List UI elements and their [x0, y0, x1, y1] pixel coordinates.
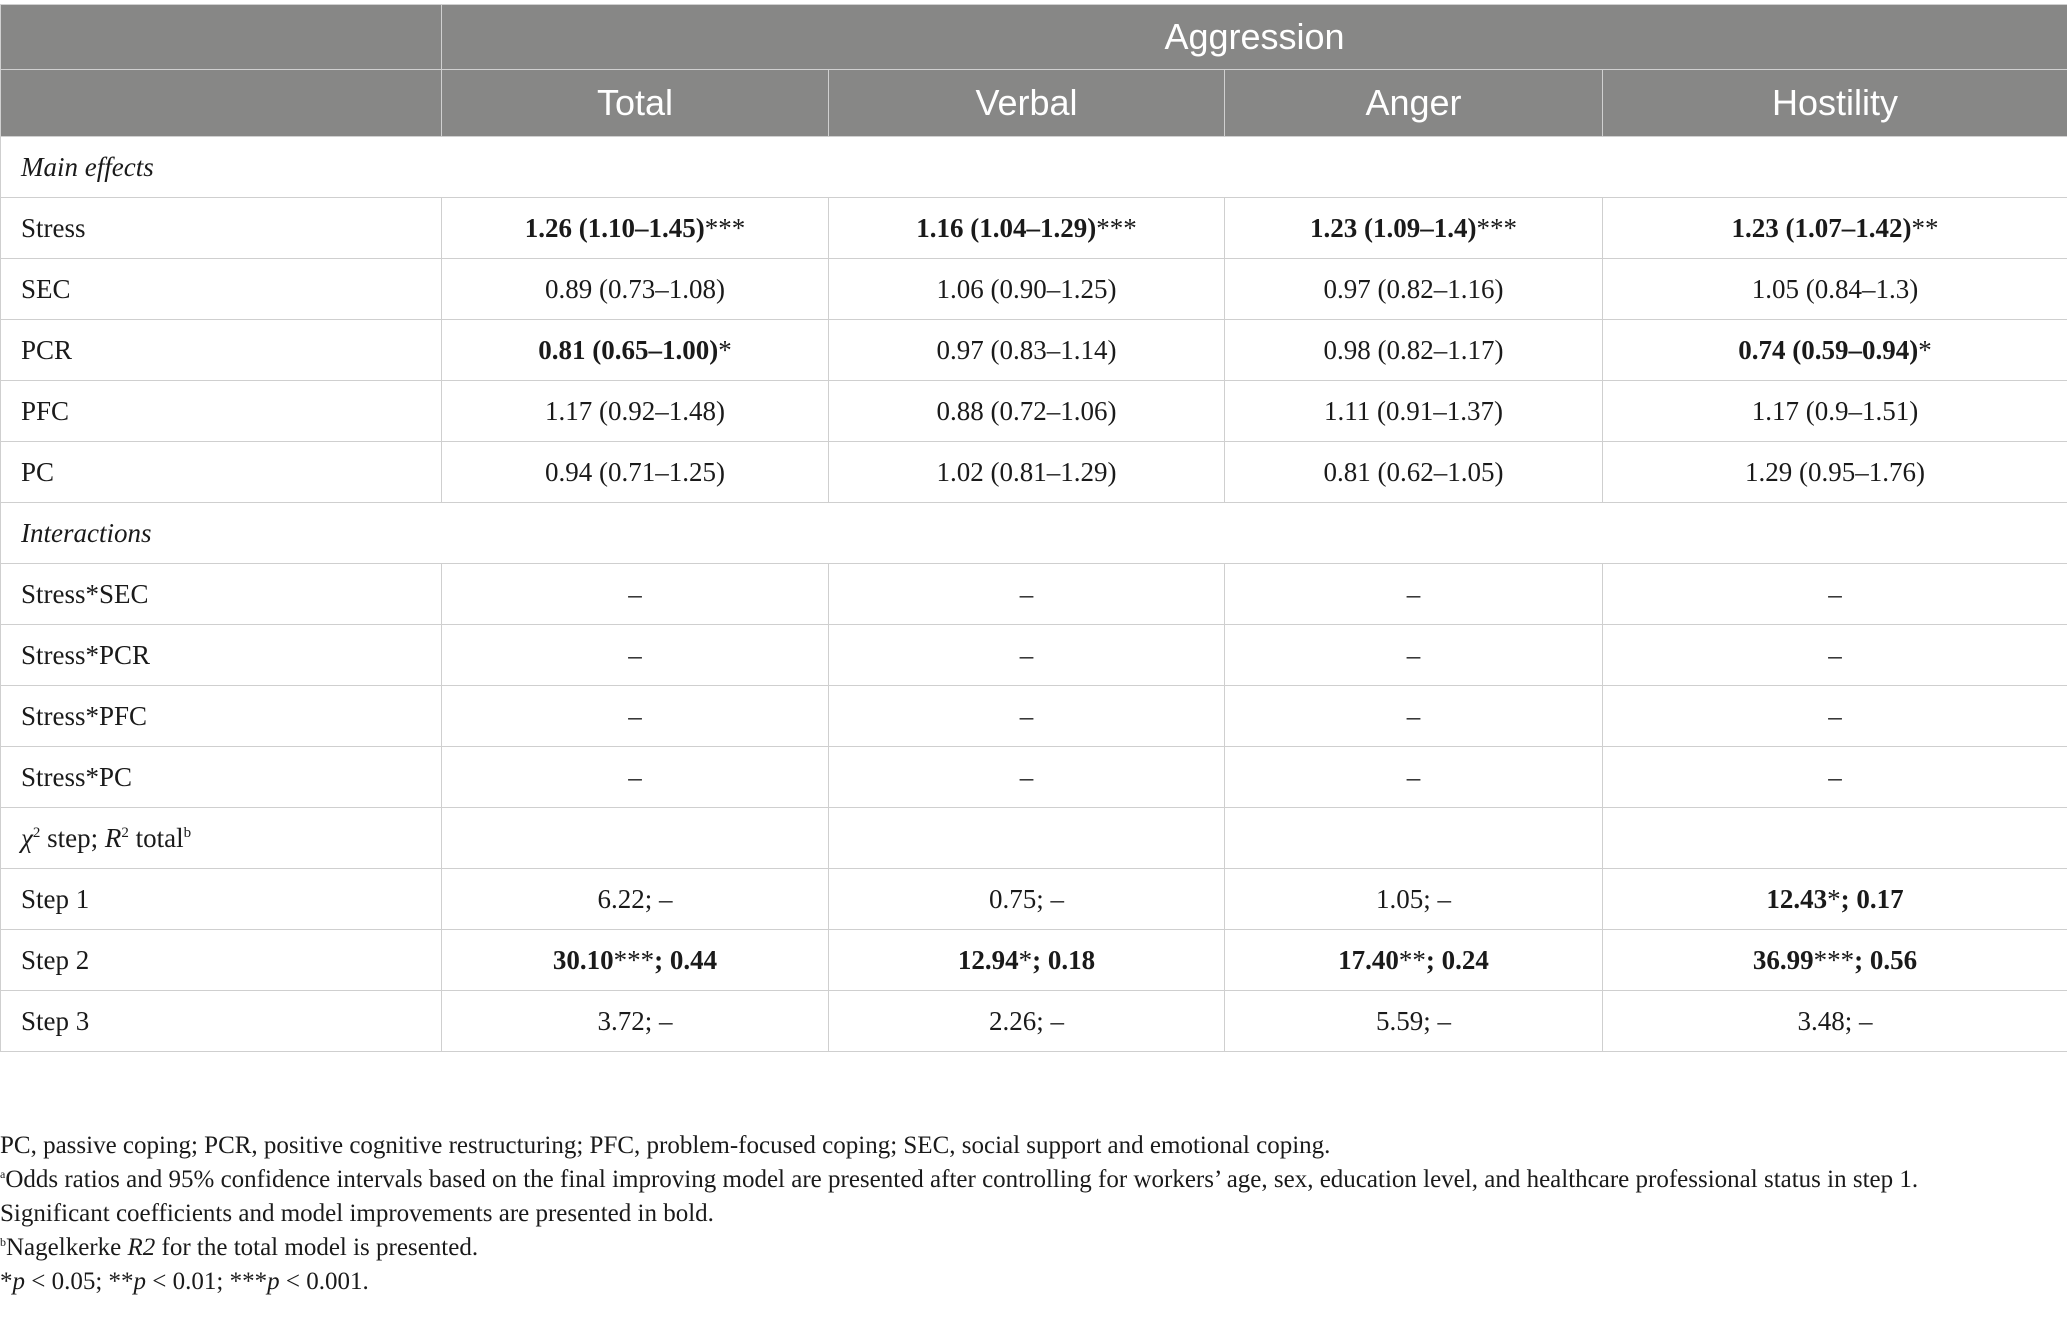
- table-cell: [442, 747, 829, 808]
- cell-value-bold: ; 0.56: [1854, 944, 1918, 975]
- footnote-marker: b: [0, 1235, 6, 1249]
- cell-value: 1.05 (0.84–1.3): [1751, 273, 1919, 304]
- empty-cell: [1225, 808, 1603, 869]
- footnote-a-text: Odds ratios and 95% confidence intervals based on the final improving model are presented after controlling for workers’ age, sex, education level, and healthcare professional status in step 1.: [5, 1166, 1919, 1193]
- table-cell: [829, 686, 1225, 747]
- table-cell: [442, 442, 829, 503]
- chi-sup: 2: [32, 824, 41, 841]
- table-cell: [1225, 198, 1603, 259]
- table-cell: [442, 320, 829, 381]
- cell-value: 1.06 (0.90–1.25): [936, 273, 1117, 304]
- cell-value-bold: 1.23 (1.09–1.4): [1310, 212, 1477, 243]
- cell-value: 1.17 (0.92–1.48): [545, 395, 725, 426]
- table-cell: [1603, 381, 2067, 442]
- cell-value: 0.88 (0.72–1.06): [936, 395, 1117, 426]
- cell-value: 2.26; –: [988, 1005, 1064, 1036]
- row-label: Step 3: [1, 991, 442, 1052]
- cell-value: 1.02 (0.81–1.29): [936, 456, 1117, 487]
- footnote-abbreviations: PC, passive coping; PCR, positive cognitive restructuring; PFC, problem-focused coping; SEC, social support and emotional coping.: [0, 1132, 1331, 1159]
- footnote-b-post: for the total model is presented.: [155, 1234, 479, 1261]
- table-cell: [1225, 381, 1603, 442]
- cell-value-bold: ; 0.17: [1840, 883, 1904, 914]
- table-cell: [442, 198, 829, 259]
- cell-value-bold: ; 0.18: [1032, 944, 1096, 975]
- table-cell: [442, 625, 829, 686]
- table-cell: [1225, 991, 1603, 1052]
- table-row: [1, 991, 2067, 1052]
- table-cell: [442, 869, 829, 930]
- table-cell: [1225, 442, 1603, 503]
- table-cell: [442, 564, 829, 625]
- cell-value-bold: 12.43: [1766, 883, 1828, 914]
- table-cell: [1225, 625, 1603, 686]
- row-label: Stress: [1, 198, 442, 259]
- cell-value-bold: 12.94: [957, 944, 1019, 975]
- table-cell: [1603, 991, 2067, 1052]
- table-cell: [829, 198, 1225, 259]
- section-row-main-effects: [1, 137, 2067, 198]
- significance-stars: ***: [1476, 212, 1517, 243]
- table-cell: [829, 259, 1225, 320]
- row-label: PC: [1, 442, 442, 503]
- cell-value: 0.97 (0.82–1.16): [1323, 273, 1504, 304]
- footnote-b-r: R2: [127, 1234, 156, 1261]
- significance-stars: ***: [613, 944, 655, 975]
- table-cell: [1225, 869, 1603, 930]
- cell-value: –: [1019, 761, 1034, 792]
- header-blank-cell: [1, 5, 442, 70]
- cell-value-bold: 1.16 (1.04–1.29): [916, 212, 1097, 243]
- table-cell: [1603, 686, 2067, 747]
- significance-stars: *: [1918, 334, 1932, 365]
- empty-cell: [1603, 808, 2067, 869]
- table-cell: [829, 442, 1225, 503]
- significance-stars: *: [1827, 883, 1841, 914]
- cell-value: –: [1406, 761, 1421, 792]
- table-cell: [1603, 869, 2067, 930]
- row-label: PFC: [1, 381, 442, 442]
- table-row: [1, 869, 2067, 930]
- row-label: Stress*PFC: [1, 686, 442, 747]
- table-row: [1, 381, 2067, 442]
- cell-value: –: [1019, 700, 1034, 731]
- cell-value-bold: ; 0.44: [654, 944, 718, 975]
- table-cell: [829, 625, 1225, 686]
- chi-mid: step;: [40, 822, 105, 853]
- cell-value: –: [1828, 639, 1842, 670]
- table-row: [1, 320, 2067, 381]
- table-cell: [1225, 930, 1603, 991]
- footnote-significance: [0, 1265, 2067, 1299]
- table-cell: [1225, 259, 1603, 320]
- footnote-a: [0, 1163, 2067, 1197]
- cell-value: –: [1406, 639, 1421, 670]
- table-row: [1, 686, 2067, 747]
- significance-stars: *: [718, 334, 732, 365]
- cell-value: –: [628, 761, 642, 792]
- significance-stars: **: [1398, 944, 1426, 975]
- r-sup: 2: [121, 824, 129, 841]
- table-cell: [1603, 442, 2067, 503]
- table-row: [1, 930, 2067, 991]
- cell-value: 0.75; –: [988, 883, 1064, 914]
- footnote-marker: a: [0, 1167, 6, 1181]
- cell-value-bold: 30.10: [552, 944, 614, 975]
- header-row-columns: [1, 70, 2067, 137]
- sig-star: *: [0, 1268, 13, 1295]
- table-cell: [1225, 320, 1603, 381]
- cell-value: 1.05; –: [1375, 883, 1451, 914]
- table-cell: [1225, 686, 1603, 747]
- r-letter: R: [104, 822, 122, 853]
- significance-stars: ***: [1096, 212, 1137, 243]
- cell-value: 0.94 (0.71–1.25): [545, 456, 725, 487]
- table-row: [1, 198, 2067, 259]
- cell-value: 3.48; –: [1797, 1005, 1873, 1036]
- section-label: Main effects: [1, 137, 2067, 198]
- row-label: PCR: [1, 320, 442, 381]
- section-row-interactions: [1, 503, 2067, 564]
- table-cell: [829, 320, 1225, 381]
- table-row: [1, 747, 2067, 808]
- row-label: SEC: [1, 259, 442, 320]
- table-cell: [1225, 564, 1603, 625]
- table-cell: [829, 930, 1225, 991]
- cell-value: 1.11 (0.91–1.37): [1324, 395, 1503, 426]
- significance-stars: ***: [704, 212, 746, 243]
- table-cell: [1603, 259, 2067, 320]
- cell-value-bold: 0.74 (0.59–0.94): [1738, 334, 1919, 365]
- cell-value-bold: 36.99: [1752, 944, 1814, 975]
- table-cell: [1603, 747, 2067, 808]
- footnote-b-pre: Nagelkerke: [6, 1234, 128, 1261]
- cell-value: –: [628, 578, 642, 609]
- empty-cell: [829, 808, 1225, 869]
- header-blank-cell: [1, 70, 442, 137]
- table-cell: [829, 869, 1225, 930]
- column-header: Verbal: [829, 70, 1225, 137]
- table-row: [1, 259, 2067, 320]
- table-footnotes: [0, 1129, 2067, 1299]
- p-value: < 0.001.: [279, 1268, 369, 1295]
- section-label: [1, 808, 442, 869]
- cell-value: 0.97 (0.83–1.14): [936, 334, 1117, 365]
- column-header: Anger: [1225, 70, 1603, 137]
- table-cell: [442, 259, 829, 320]
- row-label: Stress*PC: [1, 747, 442, 808]
- cell-value: 0.89 (0.73–1.08): [545, 273, 725, 304]
- column-header: Total: [442, 70, 829, 137]
- table-cell: [442, 991, 829, 1052]
- row-label: Step 2: [1, 930, 442, 991]
- header-row-group: [1, 5, 2067, 70]
- table-cell: [1603, 625, 2067, 686]
- table-row: [1, 625, 2067, 686]
- section-label: Interactions: [1, 503, 2067, 564]
- table-row: [1, 564, 2067, 625]
- p-symbol: p: [133, 1268, 147, 1295]
- cell-value: –: [1828, 700, 1842, 731]
- footnote-a-cont: Significant coefficients and model improvements are presented in bold.: [0, 1200, 714, 1227]
- cell-value-bold: 17.40: [1338, 944, 1399, 975]
- footnote-marker: b: [183, 824, 192, 841]
- section-row-chi-square: [1, 808, 2067, 869]
- significance-stars: **: [1911, 212, 1939, 243]
- column-header: Hostility: [1603, 70, 2067, 137]
- table-cell: [829, 991, 1225, 1052]
- cell-value: –: [1406, 578, 1421, 609]
- chi-suffix: total: [128, 822, 184, 853]
- row-label: Stress*SEC: [1, 564, 442, 625]
- table-cell: [829, 564, 1225, 625]
- cell-value: 6.22; –: [597, 883, 673, 914]
- cell-value: 3.72; –: [597, 1005, 673, 1036]
- table-cell: [1603, 320, 2067, 381]
- table-cell: [1603, 930, 2067, 991]
- cell-value: –: [1019, 639, 1034, 670]
- cell-value: –: [1828, 578, 1842, 609]
- empty-cell: [442, 808, 829, 869]
- results-table: [0, 4, 2067, 1052]
- cell-value: –: [1406, 700, 1421, 731]
- cell-value: –: [1828, 761, 1842, 792]
- table-cell: [829, 381, 1225, 442]
- p-symbol: p: [12, 1268, 25, 1295]
- table-row: [1, 442, 2067, 503]
- cell-value-bold: ; 0.24: [1425, 944, 1489, 975]
- cell-value: 1.17 (0.9–1.51): [1751, 395, 1919, 426]
- cell-value: 5.59; –: [1375, 1005, 1451, 1036]
- significance-stars: *: [1018, 944, 1033, 975]
- row-label: Step 1: [1, 869, 442, 930]
- table-cell: [442, 930, 829, 991]
- table-cell: [442, 686, 829, 747]
- cell-value: –: [1019, 578, 1034, 609]
- table-cell: [1603, 564, 2067, 625]
- footnote-b: [0, 1231, 2067, 1265]
- cell-value-bold: 1.23 (1.07–1.42): [1731, 212, 1912, 243]
- cell-value-bold: 0.81 (0.65–1.00): [538, 334, 719, 365]
- table-cell: [829, 747, 1225, 808]
- table-cell: [1225, 747, 1603, 808]
- cell-value: –: [628, 639, 642, 670]
- cell-value: 1.29 (0.95–1.76): [1745, 456, 1926, 487]
- table-cell: [442, 381, 829, 442]
- cell-value-bold: 1.26 (1.10–1.45): [524, 212, 705, 243]
- significance-stars: ***: [1813, 944, 1855, 975]
- p-value: < 0.01; ***: [146, 1268, 268, 1295]
- row-label: Stress*PCR: [1, 625, 442, 686]
- cell-value: 0.98 (0.82–1.17): [1323, 334, 1504, 365]
- chi-symbol: χ: [21, 822, 33, 853]
- p-value: < 0.05; **: [25, 1268, 134, 1295]
- table-cell: [1603, 198, 2067, 259]
- cell-value: 0.81 (0.62–1.05): [1323, 456, 1504, 487]
- header-group-title: Aggression: [442, 5, 2067, 70]
- cell-value: –: [628, 700, 642, 731]
- p-symbol: p: [267, 1268, 280, 1295]
